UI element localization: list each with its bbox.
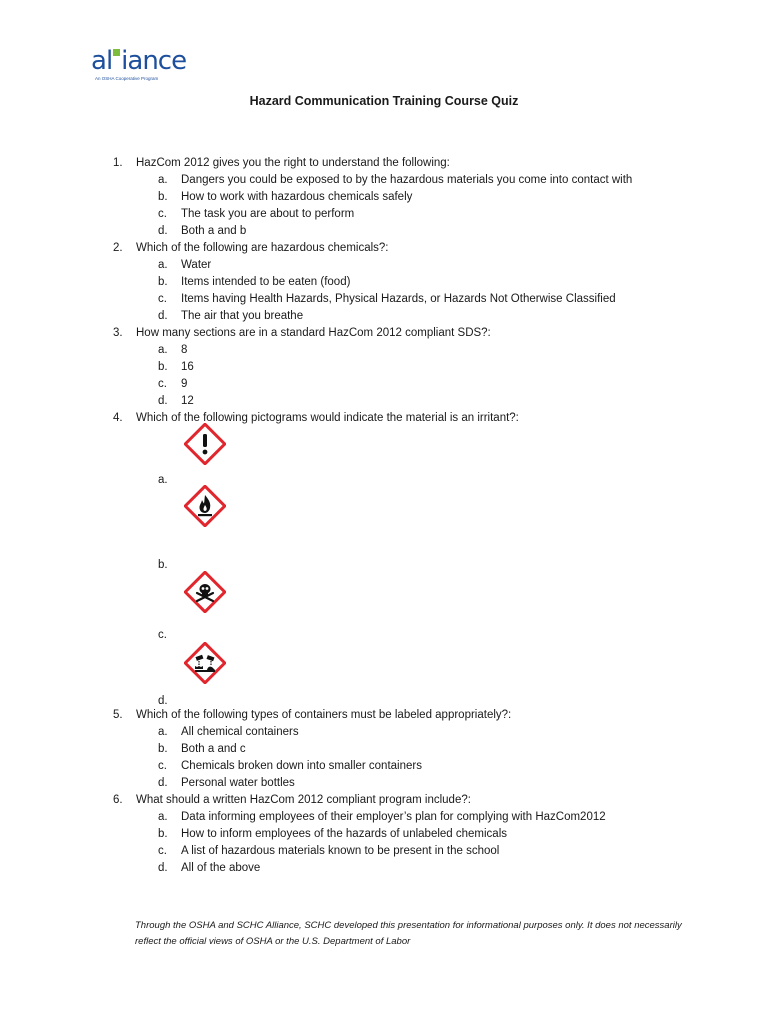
- option-2d: d. The air that you breathe: [158, 310, 304, 322]
- question-6: [113, 792, 471, 808]
- option-6a: a. Data informing employees of their employer’s plan for complying with HazCom2012: [158, 811, 606, 823]
- option-5a: a. All chemical containers: [158, 726, 299, 738]
- option-5c: c. Chemicals broken down into smaller containers: [158, 760, 422, 772]
- option-3c: c. 9: [158, 378, 188, 390]
- question-text: Which of the following pictograms would indicate the material is an irritant?:: [136, 412, 519, 424]
- option-5d: d. Personal water bottles: [158, 777, 295, 789]
- option-1a: a. Dangers you could be exposed to by the hazardous materials you come into contact with: [158, 174, 633, 186]
- question-text: What should a written HazCom 2012 compliant program include?:: [136, 794, 471, 806]
- question-1: [113, 155, 450, 171]
- option-6c: c. A list of hazardous materials known to be present in the school: [158, 845, 500, 857]
- option-1c: c. The task you are about to perform: [158, 208, 355, 220]
- option-2c: c. Items having Health Hazards, Physical Hazards, or Hazards Not Otherwise Classified: [158, 293, 616, 305]
- question-text: How many sections are in a standard HazCom 2012 compliant SDS?:: [136, 327, 491, 339]
- question-2: [113, 240, 389, 256]
- option-3d: d. 12: [158, 395, 194, 407]
- logo-tagline: An OSHA Cooperative Program: [95, 76, 159, 81]
- option-4a: a.: [158, 474, 168, 486]
- flame-pictogram-icon: [184, 485, 226, 527]
- option-1d: d. Both a and b: [158, 225, 247, 237]
- question-3: [113, 325, 491, 341]
- disclaimer-footer: Through the OSHA and SCHC Alliance, SCHC developed this presentation for informational purposes only. It does not necessarily reflect the official views of OSHA or the U.S. Department of Labor: [135, 920, 682, 947]
- corrosion-pictogram-icon: [184, 642, 226, 684]
- logo-wordmark: al iance: [91, 46, 187, 76]
- alliance-logo: [91, 46, 201, 86]
- question-number: 3.: [113, 327, 123, 339]
- question-text: HazCom 2012 gives you the right to understand the following:: [136, 157, 450, 169]
- option-2a: a. Water: [158, 259, 212, 271]
- option-2b: b. Items intended to be eaten (food): [158, 276, 351, 288]
- page-title: Hazard Communication Training Course Quiz: [249, 94, 519, 108]
- question-number: 1.: [113, 157, 123, 169]
- option-6d: d. All of the above: [158, 862, 261, 874]
- question-number: 2.: [113, 242, 123, 254]
- question-number: 4.: [113, 412, 123, 424]
- skull-crossbones-pictogram-icon: [184, 571, 226, 613]
- option-4b: b.: [158, 559, 168, 571]
- question-text: Which of the following types of containers must be labeled appropriately?:: [136, 709, 512, 721]
- question-5: [113, 707, 511, 723]
- question-number: 6.: [113, 794, 123, 806]
- exclamation-mark-pictogram-icon: [184, 423, 226, 465]
- option-4c: c.: [158, 629, 167, 641]
- option-6b: b. How to inform employees of the hazards of unlabeled chemicals: [158, 828, 508, 840]
- logo-green-square: [113, 49, 120, 56]
- option-3a: a. 8: [158, 344, 188, 356]
- question-4: [113, 410, 519, 426]
- option-3b: b. 16: [158, 361, 194, 373]
- question-number: 5.: [113, 709, 123, 721]
- option-1b: b. How to work with hazardous chemicals safely: [158, 191, 413, 203]
- option-4d: d.: [158, 695, 168, 707]
- question-text: Which of the following are hazardous chemicals?:: [136, 242, 389, 254]
- option-5b: b. Both a and c: [158, 743, 246, 755]
